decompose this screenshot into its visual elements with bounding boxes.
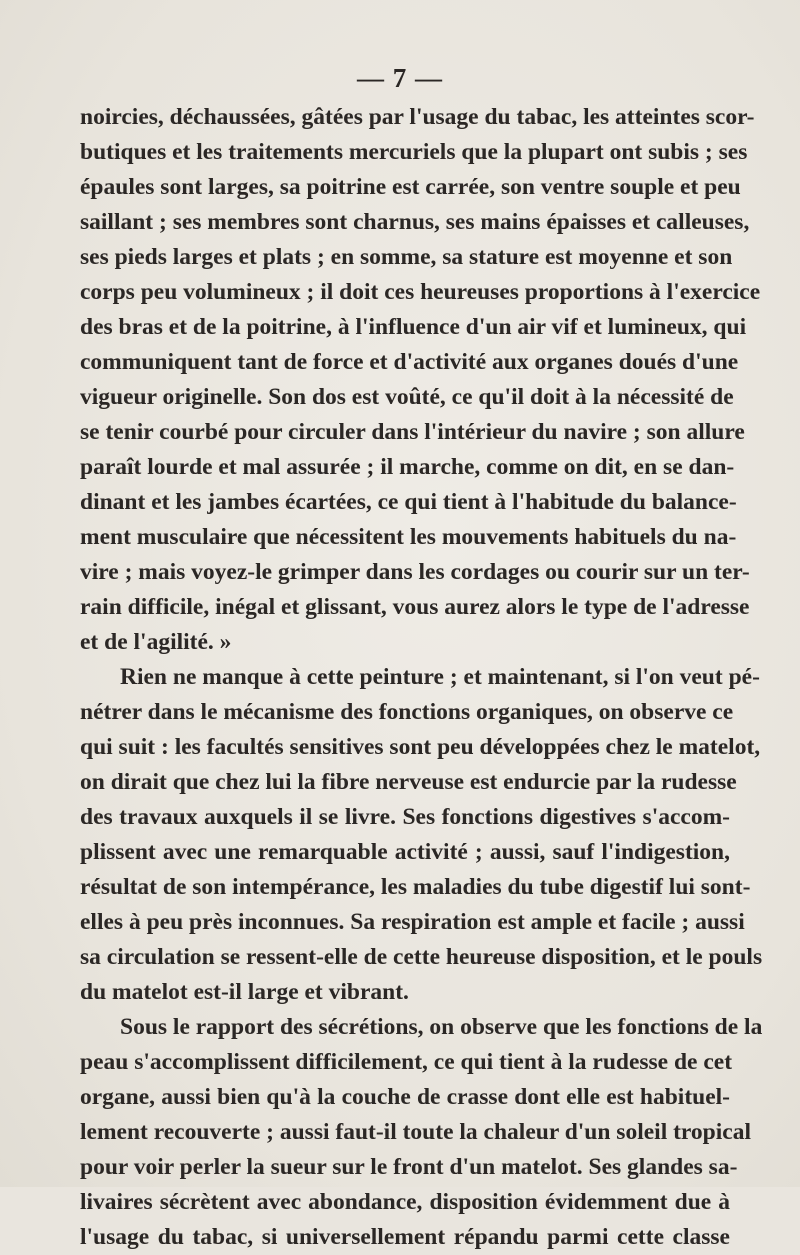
paragraph-start: Sous le rapport des sécrétions, on observe que les fonctions de la — [120, 1014, 763, 1040]
text-line: sa circulation se ressent-elle de cette heureuse disposition, et le pouls — [80, 944, 763, 970]
text-line: rain difficile, inégal et glissant, vous aurez alors le type de l'adresse — [80, 594, 750, 620]
text-line: épaules sont larges, sa poitrine est carrée, son ventre souple et peu — [80, 174, 741, 200]
text-line: et de l'agilité. » — [80, 629, 232, 655]
text-line: paraît lourde et mal assurée ; il marche, comme on dit, en se dan- — [80, 454, 735, 480]
paragraph-start: Rien ne manque à cette peinture ; et maintenant, si l'on veut pé- — [120, 664, 760, 690]
text-line: l'usage du tabac, si universellement répandu parmi cette classe — [80, 1224, 730, 1250]
text-line: lement recouverte ; aussi faut-il toute la chaleur d'un soleil tropical — [80, 1119, 751, 1145]
text-line: butiques et les traitements mercuriels que la plupart ont subis ; ses — [80, 139, 748, 165]
text-line: saillant ; ses membres sont charnus, ses mains épaisses et calleuses, — [80, 209, 750, 235]
text-line: résultat de son intempérance, les maladies du tube digestif lui sont- — [80, 874, 751, 900]
text-line: vire ; mais voyez-le grimper dans les cordages ou courir sur un ter- — [80, 559, 750, 585]
text-line: communiquent tant de force et d'activité aux organes doués d'une — [80, 349, 739, 375]
text-line: peau s'accomplissent difficilement, ce qui tient à la rudesse de cet — [80, 1049, 733, 1075]
text-line: du matelot est-il large et vibrant. — [80, 979, 409, 1005]
text-line: corps peu volumineux ; il doit ces heureuses proportions à l'exercice — [80, 279, 761, 305]
text-line: ses pieds larges et plats ; en somme, sa stature est moyenne et son — [80, 244, 733, 270]
text-line: organe, aussi bien qu'à la couche de crasse dont elle est habituel- — [80, 1084, 730, 1110]
text-line: des travaux auxquels il se livre. Ses fonctions digestives s'accom- — [80, 804, 730, 830]
text-line: qui suit : les facultés sensitives sont peu développées chez le matelot, — [80, 734, 761, 760]
text-line: plissent avec une remarquable activité ; aussi, sauf l'indigestion, — [80, 839, 730, 865]
text-line: livaires sécrètent avec abondance, disposition évidemment due à — [80, 1189, 730, 1215]
text-line: ment musculaire que nécessitent les mouvements habituels du na- — [80, 524, 737, 550]
body-text — [80, 100, 763, 1255]
text-line: dinant et les jambes écartées, ce qui tient à l'habitude du balance- — [80, 489, 737, 515]
page-number: — 7 — — [357, 63, 443, 93]
text-line: noircies, déchaussées, gâtées par l'usage du tabac, les atteintes scor- — [80, 104, 755, 130]
text-line: vigueur originelle. Son dos est voûté, ce qu'il doit à la nécessité de — [80, 384, 734, 410]
text-line: pour voir perler la sueur sur le front d'un matelot. Ses glandes sa- — [80, 1154, 738, 1180]
text-line: nétrer dans le mécanisme des fonctions organiques, on observe ce — [80, 699, 734, 725]
text-line: elles à peu près inconnues. Sa respiration est ample et facile ; aussi — [80, 909, 745, 935]
text-line: des bras et de la poitrine, à l'influence d'un air vif et lumineux, qui — [80, 314, 747, 340]
text-line: on dirait que chez lui la fibre nerveuse est endurcie par la rudesse — [80, 769, 737, 795]
text-line: se tenir courbé pour circuler dans l'intérieur du navire ; son allure — [80, 419, 745, 445]
